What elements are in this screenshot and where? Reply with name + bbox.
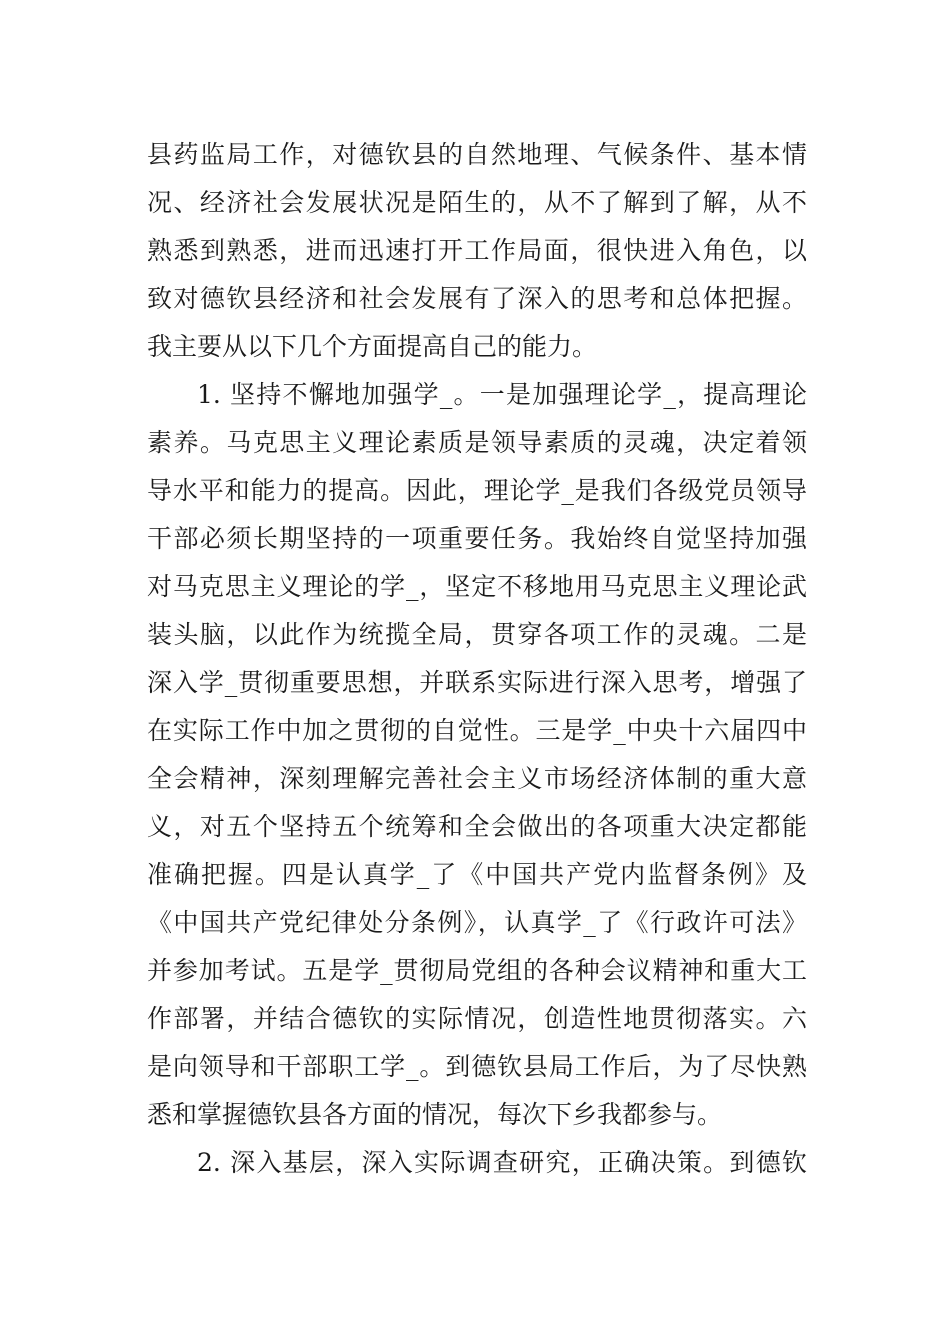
text-line: 并参加考试。五是学_贯彻局党组的各种会议精神和重大工 [147,956,807,985]
text-line: 对马克思主义理论的学_，坚定不移地用马克思主义理论武 [147,572,807,601]
text-line: 1. 坚持不懈地加强学_。一是加强理论学_，提高理论 [197,380,807,409]
text-line: 全会精神，深刻理解完善社会主义市场经济体制的重大意 [147,764,807,793]
text-line: 是向领导和干部职工学_。到德钦县局工作后，为了尽快熟 [147,1052,807,1081]
text-line: 装头脑，以此作为统揽全局，贯穿各项工作的灵魂。二是 [147,620,807,649]
text-line: 导水平和能力的提高。因此，理论学_是我们各级党员领导 [147,476,807,505]
text-line: 致对德钦县经济和社会发展有了深入的思考和总体把握。 [147,284,807,313]
text-line: 作部署，并结合德钦的实际情况，创造性地贯彻落实。六 [147,1004,807,1033]
text-line: 熟悉到熟悉，进而迅速打开工作局面，很快进入角色，以 [147,236,807,265]
text-line: 我主要从以下几个方面提高自己的能力。 [147,332,598,361]
text-line: 县药监局工作，对德钦县的自然地理、气候条件、基本情 [147,140,807,169]
paragraph-point-1 [147,371,807,1139]
text-line: 《中国共产党纪律处分条例》，认真学_了《行政许可法》 [147,908,807,937]
paragraph-point-2 [147,1139,807,1187]
document-body [147,131,807,1187]
text-line: 义，对五个坚持五个统筹和全会做出的各项重大决定都能 [147,812,807,841]
text-line: 素养。马克思主义理论素质是领导素质的灵魂，决定着领 [147,428,807,457]
text-line: 况、经济社会发展状况是陌生的，从不了解到了解，从不 [147,188,807,217]
text-line: 悉和掌握德钦县各方面的情况，每次下乡我都参与。 [147,1100,723,1129]
text-line: 干部必须长期坚持的一项重要任务。我始终自觉坚持加强 [147,524,807,553]
paragraph-intro [147,131,807,371]
text-line: 2. 深入基层，深入实际调查研究，正确决策。到德钦 [197,1148,807,1177]
text-line: 在实际工作中加之贯彻的自觉性。三是学_中央十六届四中 [147,716,807,745]
text-line: 深入学_贯彻重要思想，并联系实际进行深入思考，增强了 [147,668,807,697]
text-line: 准确把握。四是认真学_了《中国共产党内监督条例》及 [147,860,807,889]
